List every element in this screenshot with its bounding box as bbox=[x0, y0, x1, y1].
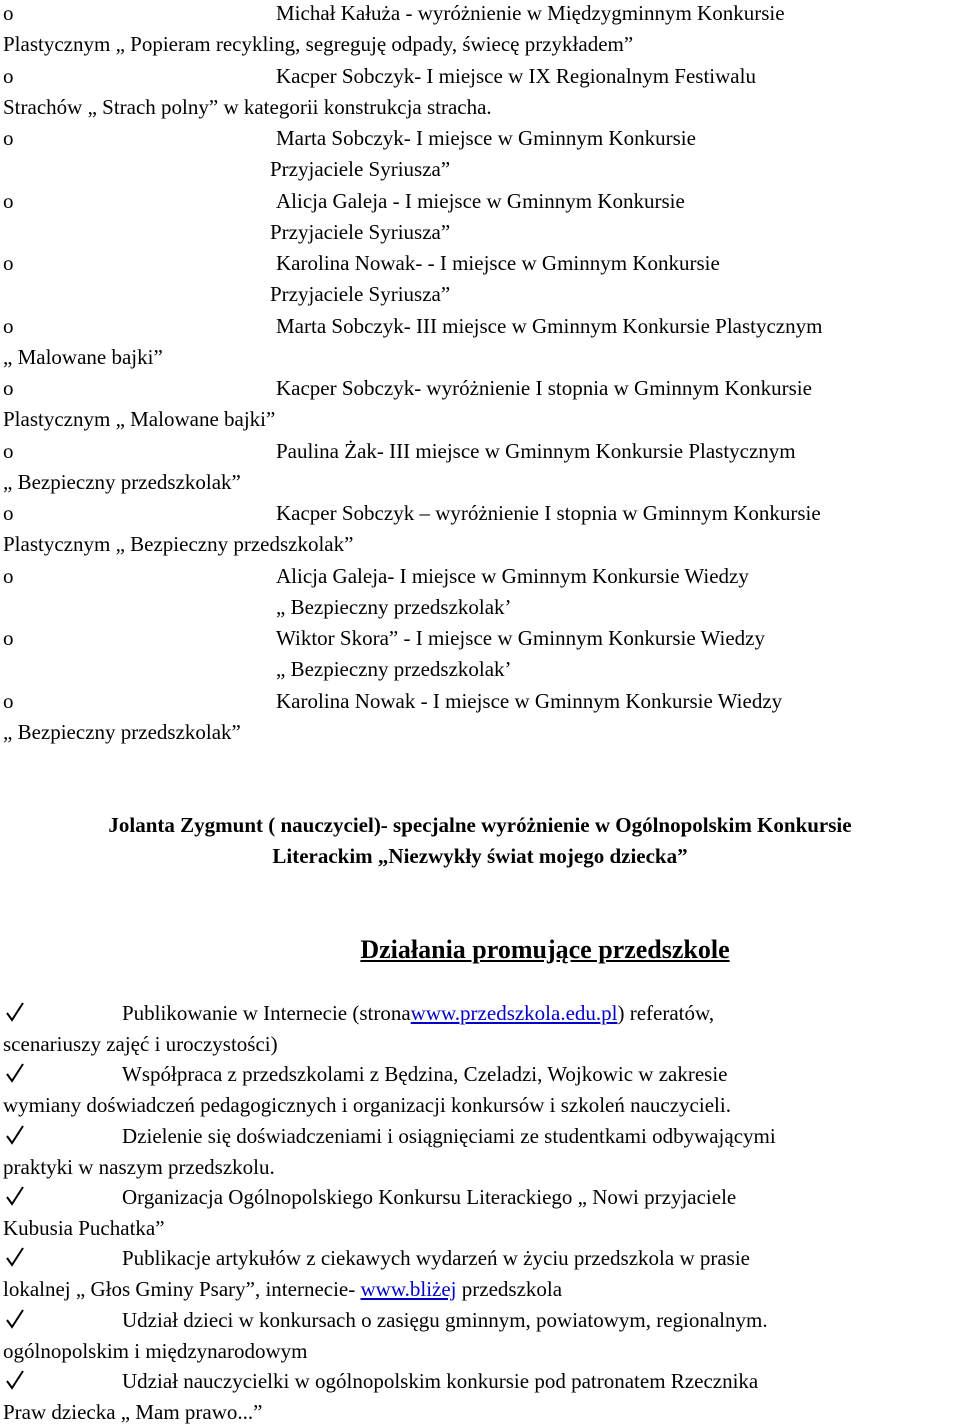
award-text: „ Bezpieczny przedszkolak’ bbox=[276, 657, 512, 682]
section-title: Działania promujące przedszkole bbox=[360, 935, 730, 964]
promo-line: ogólnopolskim i międzynarodowym bbox=[3, 1338, 308, 1363]
promo-line: Organizacja Ogólnopolskiego Konkursu Literackiego „ Nowi przyjaciele bbox=[122, 1184, 737, 1209]
bullet-marker: o bbox=[3, 313, 14, 338]
bullet-marker: o bbox=[3, 1, 14, 25]
award-text: Przyjaciele Syriusza” bbox=[270, 282, 451, 307]
checkmark-icon bbox=[6, 1369, 24, 1391]
bullet-marker: o bbox=[3, 63, 14, 88]
award-line bbox=[0, 529, 960, 560]
promo-text: przedszkola bbox=[456, 1277, 563, 1302]
promo-item bbox=[0, 1366, 960, 1427]
award-line bbox=[0, 561, 960, 592]
award-text: Plastycznym „ Popieram recykling, segreguję odpady, świecę przykładem” bbox=[3, 32, 634, 57]
award-line bbox=[0, 717, 960, 748]
award-line bbox=[0, 498, 960, 529]
promo-line: wymiany doświadczeń pedagogicznych i organizacji konkursów i szkoleń nauczycieli. bbox=[3, 1093, 731, 1118]
checkmark-icon bbox=[6, 1124, 24, 1146]
promo-item bbox=[0, 998, 960, 1059]
promo-line: Udział nauczycielki w ogólnopolskim konkursie pod patronatem Rzecznika bbox=[122, 1368, 759, 1393]
award-line bbox=[0, 248, 960, 279]
award-line bbox=[0, 123, 960, 154]
promo-text: ) referatów, bbox=[617, 1001, 715, 1025]
promo-line: Publikacje artykułów z ciekawych wydarzeń w życiu przedszkola w prasie bbox=[122, 1246, 751, 1271]
award-text: Alicja Galeja- I miejsce w Gminnym Konkursie Wiedzy bbox=[276, 563, 749, 588]
promo-item bbox=[0, 1305, 960, 1366]
award-line bbox=[0, 217, 960, 248]
award-text: Karolina Nowak - I miejsce w Gminnym Konkursie Wiedzy bbox=[276, 688, 783, 713]
website-link[interactable]: www.bliżej bbox=[360, 1277, 457, 1302]
checkmark-icon bbox=[6, 1308, 24, 1330]
promo-line: Dzielenie się doświadczeniami i osiągnięciami ze studentkami odbywającymi bbox=[122, 1123, 776, 1148]
award-text: Kacper Sobczyk – wyróżnienie I stopnia w Gminnym Konkursie bbox=[276, 501, 821, 525]
promo-line: Współpraca z przedszkolami z Będzina, Czeladzi, Wojkowic w zakresie bbox=[122, 1062, 728, 1087]
promo-item bbox=[0, 1121, 960, 1182]
promo-line: Praw dziecka „ Mam prawo...” bbox=[3, 1399, 263, 1424]
checkmark-icon bbox=[6, 1062, 24, 1084]
bullet-marker: o bbox=[3, 501, 14, 525]
promo-line: Kubusia Puchatka” bbox=[3, 1215, 165, 1240]
award-line bbox=[0, 0, 960, 29]
award-line bbox=[0, 92, 960, 123]
award-text: „ Bezpieczny przedszkolak” bbox=[3, 469, 241, 494]
award-text: Alicja Galeja - I miejsce w Gminnym Konkursie bbox=[276, 188, 685, 213]
award-text: Marta Sobczyk- I miejsce w Gminnym Konkursie bbox=[276, 126, 696, 150]
bullet-marker: o bbox=[3, 188, 14, 213]
bullet-marker: o bbox=[3, 251, 14, 275]
award-text: Kacper Sobczyk- I miejsce w IX Regionalnym Festiwalu bbox=[276, 63, 756, 88]
promo-line bbox=[122, 998, 714, 1029]
award-line bbox=[0, 467, 960, 498]
bullet-marker: o bbox=[3, 376, 14, 400]
checkmark-icon bbox=[6, 1001, 24, 1023]
award-text: Strachów „ Strach polny” w kategorii konstrukcja stracha. bbox=[3, 94, 492, 119]
award-line bbox=[0, 686, 960, 717]
promo-item bbox=[0, 1059, 960, 1120]
award-text: Wiktor Skora” - I miejsce w Gminnym Konkursie Wiedzy bbox=[276, 626, 765, 650]
teacher-award-line-2: Literackim „Niezwykły świat mojego dziecka” bbox=[272, 844, 688, 868]
award-line bbox=[0, 373, 960, 404]
bullet-marker: o bbox=[3, 626, 14, 650]
bullet-marker: o bbox=[3, 688, 14, 713]
award-text: „ Bezpieczny przedszkolak” bbox=[3, 719, 241, 744]
award-line bbox=[0, 342, 960, 373]
award-line bbox=[0, 186, 960, 217]
teacher-award bbox=[0, 810, 960, 872]
checkmark-icon bbox=[6, 1185, 24, 1207]
award-line bbox=[0, 404, 960, 435]
checkmark-icon bbox=[6, 1246, 24, 1268]
promo-line bbox=[3, 1274, 562, 1305]
promo-line: Udział dzieci w konkursach o zasięgu gminnym, powiatowym, regionalnym. bbox=[122, 1307, 768, 1332]
award-text: „ Bezpieczny przedszkolak’ bbox=[276, 594, 512, 619]
promo-item bbox=[0, 1182, 960, 1243]
promo-text: Publikowanie w Internecie (strona bbox=[122, 1001, 411, 1025]
award-text: „ Malowane bajki” bbox=[3, 344, 163, 369]
award-line bbox=[0, 311, 960, 342]
award-text: Kacper Sobczyk- wyróżnienie I stopnia w Gminnym Konkursie bbox=[276, 376, 812, 400]
promo-text: lokalnej „ Głos Gminy Psary”, internecie- bbox=[3, 1277, 361, 1302]
award-line bbox=[0, 436, 960, 467]
award-line bbox=[0, 154, 960, 185]
award-text: Plastycznym „ Bezpieczny przedszkolak” bbox=[3, 532, 354, 557]
promo-item bbox=[0, 1243, 960, 1304]
award-text: Plastycznym „ Malowane bajki” bbox=[3, 407, 276, 432]
promo-line: scenariuszy zajęć i uroczystości) bbox=[3, 1032, 278, 1056]
award-text: Paulina Żak- III miejsce w Gminnym Konkursie Plastycznym bbox=[276, 438, 796, 463]
award-line bbox=[0, 29, 960, 60]
website-link[interactable]: www.przedszkola.edu.pl bbox=[410, 1001, 618, 1025]
award-text: Marta Sobczyk- III miejsce w Gminnym Konkursie Plastycznym bbox=[276, 313, 823, 338]
teacher-award-line-1: Jolanta Zygmunt ( nauczyciel)- specjalne wyróżnienie w Ogólnopolskim Konkursie bbox=[108, 813, 852, 837]
award-line bbox=[0, 654, 960, 685]
award-line bbox=[0, 279, 960, 310]
award-text: Michał Kałuża - wyróżnienie w Międzygminnym Konkursie bbox=[276, 1, 785, 25]
bullet-marker: o bbox=[3, 126, 14, 150]
bullet-marker: o bbox=[3, 563, 14, 588]
award-line bbox=[0, 623, 960, 654]
award-text: Karolina Nowak- - I miejsce w Gminnym Konkursie bbox=[276, 251, 720, 275]
award-line bbox=[0, 592, 960, 623]
bullet-marker: o bbox=[3, 438, 14, 463]
promo-line: praktyki w naszym przedszkolu. bbox=[3, 1154, 275, 1179]
award-text: Przyjaciele Syriusza” bbox=[270, 157, 451, 182]
award-text: Przyjaciele Syriusza” bbox=[270, 219, 451, 244]
award-line bbox=[0, 61, 960, 92]
